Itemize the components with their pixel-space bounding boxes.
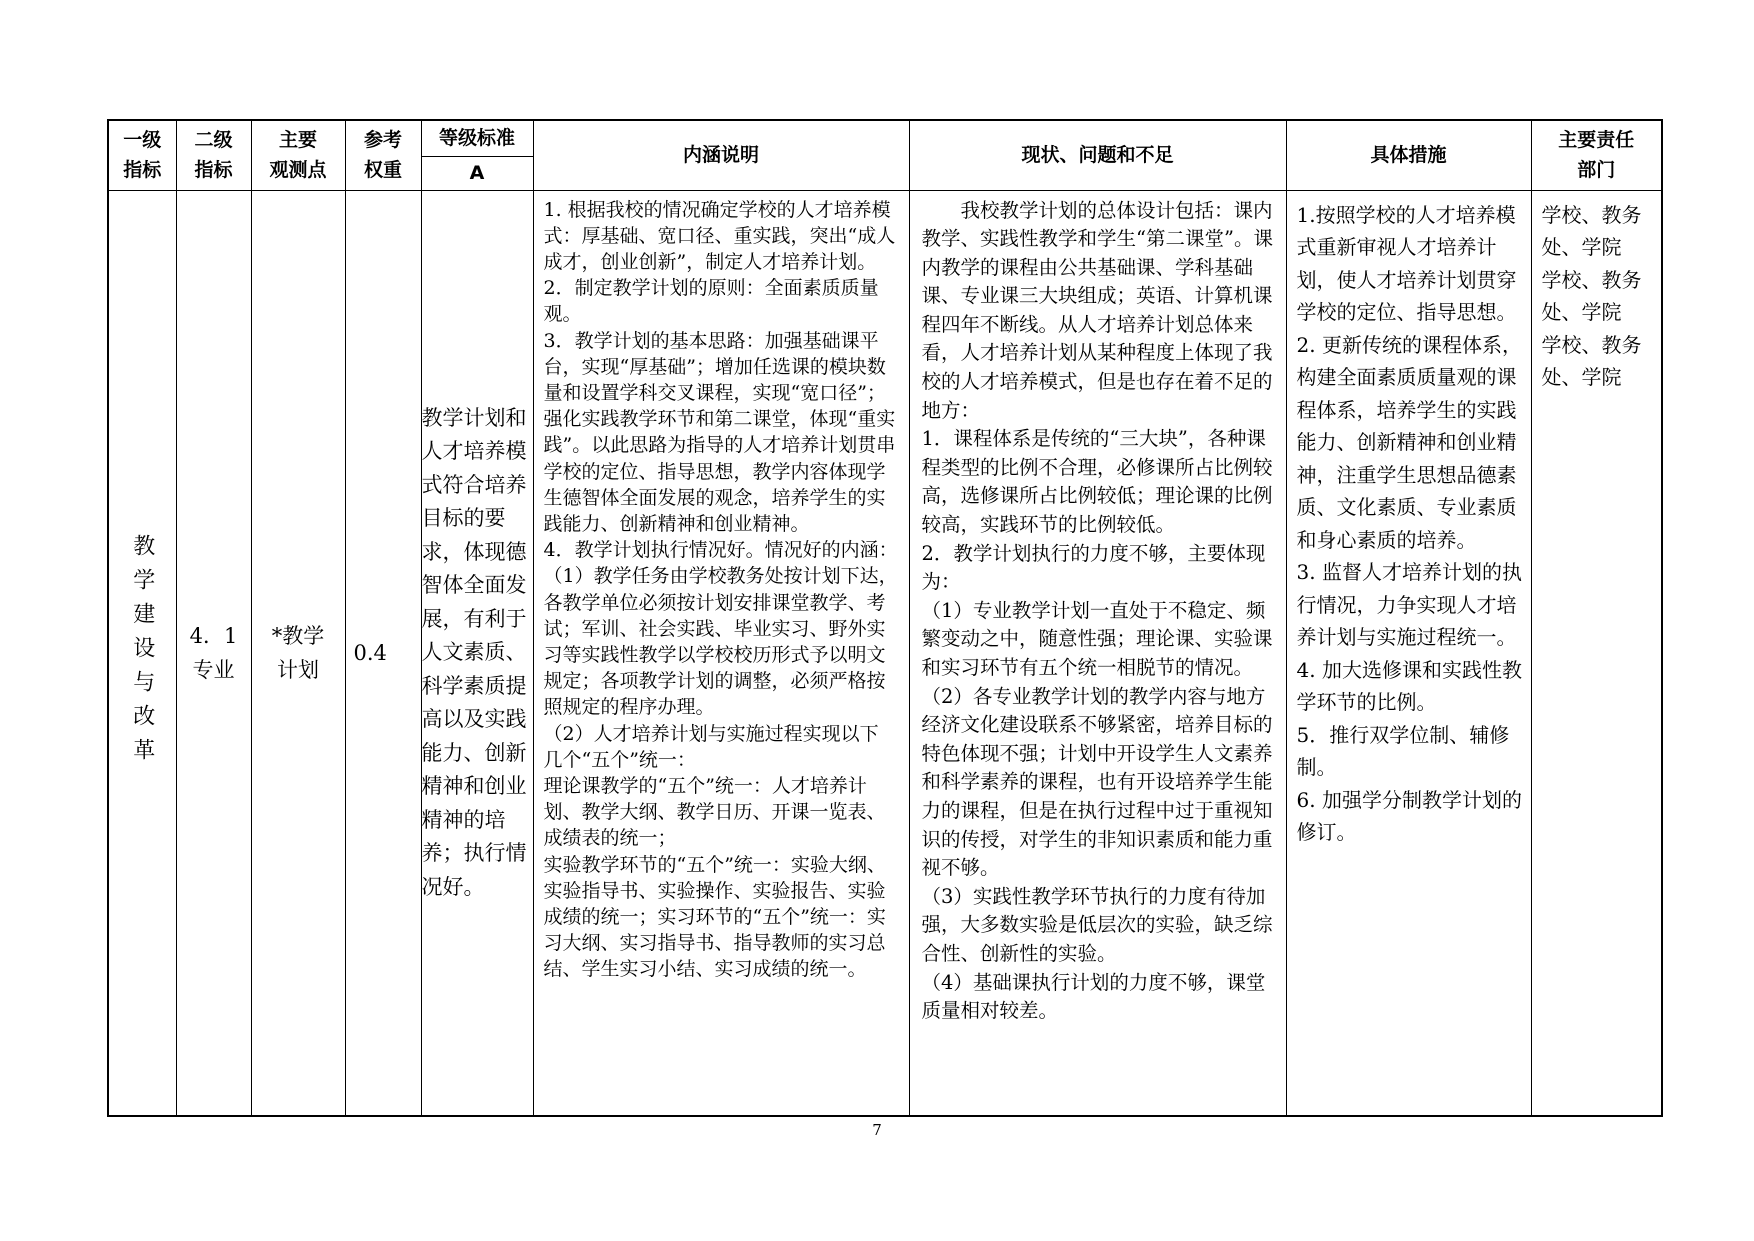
cell-observation: [251, 190, 345, 1116]
status-text: [910, 191, 1286, 1026]
status-para: （4）基础课执行计划的力度不够，课堂质量相对较差。: [921, 970, 1266, 1023]
header-main-observation: 主要 观测点: [251, 120, 345, 190]
connotation-para: 理论课教学的“五个”统一：人才培养计划、教学大纲、教学日历、开课一览表、成绩表的统一；: [543, 774, 886, 850]
header-weight: 参考 权重: [345, 120, 421, 190]
header-department: 主要责任 部门: [1531, 120, 1662, 190]
level1-text: 教学建设与改革: [129, 533, 155, 772]
measure-item: 2. 更新传统的课程体系，构建全面素质质量观的课程体系，培养学生的实践能力、创新精神和创业精神，注重学生思想品德素质、文化素质、专业素质和身心素质的培养。: [1296, 332, 1522, 552]
measure-item: 3. 监督人才培养计划的执行情况，力争实现人才培养计划与实施过程统一。: [1296, 560, 1522, 649]
status-para: （2）各专业教学计划的教学内容与地方经济文化建设联系不够紧密，培养目标的特色体现不强；计划中开设学生人文素养和科学素养的课程，也有开设培养学生能力的课程，但是在执行过程中过于重视知识的传授，对学生的非知识素质和能力重视不够。: [921, 684, 1273, 880]
header-connotation: 内涵说明: [533, 120, 909, 190]
cell-connotation: [533, 190, 909, 1116]
table-row: [108, 190, 1662, 1116]
connotation-para: 实验教学环节的“五个”统一：实验大纲、实验指导书、实验操作、实验报告、实验成绩的统一；实习环节的“五个”统一：实习大纲、实习指导书、指导教师的实习总结、学生实习小结、实习成绩的统一。: [543, 853, 886, 981]
header-status: 现状、问题和不足: [909, 120, 1286, 190]
status-para: 2．教学计划执行的力度不够，主要体现为：: [921, 541, 1266, 594]
measure-item: 6. 加强学分制教学计划的修订。: [1296, 787, 1522, 844]
cell-level2: [176, 190, 251, 1116]
measure-item: 1.按照学校的人才培养模式重新审视人才培养计划，使人才培养计划贯穿学校的定位、指导思想。: [1296, 202, 1517, 324]
header-level2: 二级 指标: [176, 120, 251, 190]
status-para: （3）实践性教学环节执行的力度有待加强，大多数实验是低层次的实验，缺乏综合性、创新性的实验。: [921, 884, 1273, 965]
header-measures: 具体措施: [1286, 120, 1531, 190]
level2-number: 4．1: [189, 623, 238, 648]
header-grade-a: A: [421, 156, 533, 190]
connotation-text: [534, 191, 909, 983]
observation-line2: 计划: [277, 657, 319, 682]
header-level1: 一级 指标: [108, 120, 176, 190]
status-para: （1）专业教学计划一直处于不稳定、频繁变动之中，随意性强；理论课、实验课和实习环节有五个统一相脱节的情况。: [921, 598, 1273, 679]
level2-name: 专业: [192, 657, 235, 682]
cell-measures: [1286, 190, 1531, 1116]
cell-level1: [108, 190, 176, 1116]
cell-status: [909, 190, 1286, 1116]
department-item: 学校、教务处、学院: [1541, 267, 1642, 324]
measures-text: [1287, 191, 1531, 849]
status-para: 1．课程体系是传统的“三大块”，各种课程类型的比例不合理，必修课所占比例较高，选修课所占比例较低；理论课的比例较高，实践环节的比例较低。: [921, 427, 1273, 537]
weight-value: 0.4: [353, 640, 387, 665]
cell-department: [1531, 190, 1662, 1116]
department-item: 学校、教务处、学院: [1541, 332, 1642, 389]
connotation-para: 2．制定教学计划的原则：全面素质质量观。: [543, 277, 879, 326]
grade-a-text: 教学计划和人才培养模式符合培养目标的要求，体现德智体全面发展，有利于人文素质、科学素质提高以及实践能力、创新精神和创业精神的培养；执行情况好。: [421, 405, 527, 899]
connotation-para: 1. 根据我校的情况确定学校的人才培养模式：厚基础、宽口径、重实践，突出“成人成才，创业创新”，制定人才培养计划。: [543, 198, 896, 273]
status-para: 我校教学计划的总体设计包括：课内教学、实践性教学和学生“第二课堂”。课内教学的课程由公共基础课、学科基础课、专业课三大块组成；英语、计算机课程四年不断线。从人才培养计划总体来看，人才培养计划从某种程度上体现了我校的人才培养模式，但是也存在着不足的地方：: [921, 198, 1273, 422]
cell-grade-a: [421, 190, 533, 1116]
department-text: [1532, 191, 1662, 394]
header-row-1: [108, 120, 1662, 156]
measure-item: 5．推行双学位制、辅修制。: [1296, 722, 1510, 779]
cell-weight: [345, 190, 421, 1116]
observation-line1: *教学: [271, 623, 325, 648]
connotation-para: 4．教学计划执行情况好。情况好的内涵：: [543, 539, 898, 562]
connotation-para: （1）教学任务由学校教务处按计划下达，各教学单位必须按计划安排课堂教学、考试；军训、社会实践、毕业实习、野外实习等实践性教学以学校校历形式予以明文规定；各项教学计划的调整，必须严格按照规定的程序办理。: [543, 565, 898, 719]
department-item: 学校、教务处、学院: [1541, 202, 1642, 259]
measure-item: 4. 加大选修课和实践性教学环节的比例。: [1296, 657, 1522, 714]
evaluation-table: [107, 119, 1663, 1117]
header-grade-standard: 等级标准: [421, 120, 533, 156]
page-number: 7: [872, 1121, 882, 1139]
connotation-para: 3．教学计划的基本思路：加强基础课平台，实现“厚基础”；增加任选课的模块数量和设置学科交叉课程，实现“宽口径”；强化实践教学环节和第二课堂，体现“重实践”。以此思路为指导的人才培养计划贯串学校的定位、指导思想，教学内容体现学生德智体全面发展的观念，培养学生的实践能力、创新精神和创业精神。: [543, 329, 896, 535]
connotation-para: （2）人才培养计划与实施过程实现以下 几个“五个”统一：: [543, 722, 879, 771]
